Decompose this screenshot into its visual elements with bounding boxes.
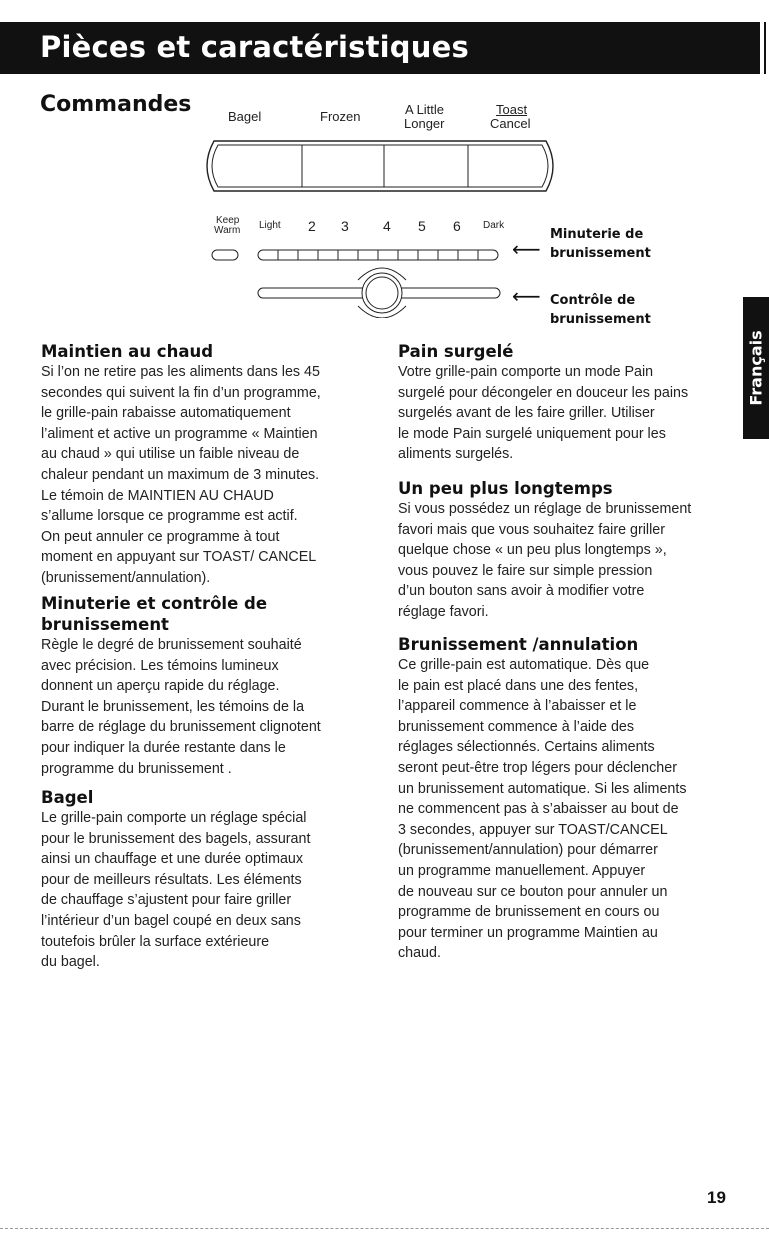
cancel-line: le pain est placé dans une des fentes, — [398, 677, 639, 694]
label-dark: Dark — [483, 220, 505, 231]
callout-minuterie — [550, 225, 651, 263]
label-5: 5 — [418, 218, 426, 234]
cancel-line: réglages sélectionnés. Certains aliments — [398, 739, 655, 756]
arrow-left-icon: ⟵ — [512, 239, 541, 261]
label-6: 6 — [453, 218, 461, 234]
section-cancel — [398, 634, 686, 964]
timer-line: barre de réglage du brunissement clignotent — [41, 719, 321, 736]
longer-line: Si vous possédez un réglage de brunissement — [398, 501, 692, 517]
cancel-line: ne commencent pas à s’abaisser au bout de — [398, 801, 679, 818]
heading-keep-warm: Maintien au chaud — [41, 342, 214, 361]
frozen-line: aliments surgelés. — [398, 446, 514, 463]
longer-line: d’un bouton sans avoir à modifier votre — [398, 583, 645, 600]
header-bar — [0, 22, 760, 74]
longer-line: réglage favori. — [398, 603, 489, 620]
keep-warm-light — [212, 250, 238, 260]
heading-longer: Un peu plus longtemps — [398, 479, 613, 498]
label-2: 2 — [308, 218, 316, 234]
cancel-line: pour terminer un programme Maintien au — [398, 924, 658, 941]
label-bagel: Bagel — [228, 109, 262, 124]
section-timer — [41, 593, 321, 779]
timer-line: programme du brunissement . — [41, 760, 232, 777]
language-tab — [743, 297, 769, 439]
bagel-line: pour de meilleurs résultats. Les éléments — [41, 871, 302, 888]
keep-warm-line: chaleur pendant un maximum de 3 minutes. — [41, 466, 320, 483]
timer-line: pour indiquer la durée restante dans le — [41, 739, 286, 756]
page-title: Pièces et caractéristiques — [40, 30, 469, 64]
page-number: 19 — [707, 1188, 726, 1207]
bagel-line: ainsi un chauffage et une durée optimaux — [41, 851, 304, 868]
section-bagel — [41, 787, 310, 973]
keep-warm-line: On peut annuler ce programme à tout — [41, 528, 280, 545]
keep-warm-line: s’allume lorsque ce programme est actif. — [41, 508, 298, 525]
bagel-line: de chauffage s’ajustent pour faire griller — [41, 892, 292, 909]
frozen-line: surgelés avant de les faire griller. Utiliser — [398, 405, 655, 422]
cancel-line: seront peut-être trop légers pour déclencher — [398, 759, 677, 776]
label-a-little: A Little — [405, 102, 445, 117]
label-longer: Longer — [404, 116, 445, 131]
callout-minuterie-line1: Minuterie de — [550, 227, 644, 242]
keep-warm-line: l’aliment et active un programme « Maintien — [41, 425, 318, 442]
timer-line: Règle le degré de brunissement souhaité — [41, 637, 302, 653]
label-keep: Keep — [216, 215, 240, 226]
callout-controle-line2: brunissement — [550, 312, 651, 327]
section-longer — [398, 478, 691, 623]
heading-timer-2: brunissement — [41, 615, 169, 634]
longer-line: vous pouvez le faire sur simple pression — [398, 562, 653, 579]
cancel-line: programme de brunissement en cours ou — [398, 904, 660, 921]
label-frozen: Frozen — [320, 109, 361, 124]
indicator-bar — [210, 238, 510, 318]
label-4: 4 — [383, 218, 391, 234]
section-title: Commandes — [40, 92, 192, 117]
bagel-line: Le grille-pain comporte un réglage spécial — [41, 810, 307, 826]
label-light: Light — [259, 220, 281, 231]
heading-timer-1: Minuterie et contrôle de — [41, 594, 268, 613]
keep-warm-line: moment en appuyant sur TOAST/ CANCEL — [41, 549, 317, 566]
keep-warm-line: Le témoin de MAINTIEN AU CHAUD — [41, 487, 274, 504]
longer-line: quelque chose « un peu plus longtemps », — [398, 542, 667, 559]
slider-knob — [362, 273, 402, 313]
cancel-line: un brunissement automatique. Si les aliments — [398, 780, 687, 797]
callout-controle-line1: Contrôle de — [550, 293, 636, 308]
keep-warm-line: (brunissement/annulation). — [41, 569, 211, 586]
button-panel — [196, 135, 564, 197]
keep-warm-line: le grille-pain rabaisse automatiquement — [41, 405, 291, 422]
cancel-line: brunissement commence à l’aide des — [398, 718, 635, 735]
cancel-line: 3 secondes, appuyer sur TOAST/CANCEL — [398, 821, 668, 838]
bottom-rule — [0, 1228, 769, 1229]
language-tab-label: Français — [746, 330, 766, 406]
heading-cancel: Brunissement /annulation — [398, 635, 639, 654]
arrow-left-icon: ⟵ — [512, 286, 541, 308]
callout-controle — [550, 291, 651, 329]
section-frozen — [398, 341, 688, 465]
cancel-line: Ce grille-pain est automatique. Dès que — [398, 657, 650, 673]
label-cancel: Cancel — [490, 116, 531, 131]
keep-warm-line: au chaud » qui utilise un faible niveau de — [41, 446, 300, 463]
header-rule — [764, 22, 766, 74]
timer-line: avec précision. Les témoins lumineux — [41, 657, 279, 674]
cancel-line: de nouveau sur ce bouton pour annuler un — [398, 883, 668, 900]
bagel-line: toutefois brûler la surface extérieure — [41, 933, 270, 950]
cancel-line: un programme manuellement. Appuyer — [398, 862, 646, 879]
bagel-line: pour le brunissement des bagels, assurant — [41, 830, 311, 847]
timer-line: donnent un aperçu rapide du réglage. — [41, 678, 280, 695]
label-warm: Warm — [214, 225, 241, 236]
frozen-line: surgelé pour décongeler en douceur les pains — [398, 384, 689, 401]
cancel-line: (brunissement/annulation) pour démarrer — [398, 842, 658, 859]
keep-warm-line: Si l’on ne retire pas les aliments dans les 45 — [41, 364, 320, 380]
frozen-line: Votre grille-pain comporte un mode Pain — [398, 364, 654, 380]
heading-frozen: Pain surgelé — [398, 342, 514, 361]
cancel-line: l’appareil commence à l’abaisser et le — [398, 698, 637, 715]
heading-bagel: Bagel — [41, 788, 94, 807]
label-toast: Toast — [496, 102, 528, 117]
bagel-line: du bagel. — [41, 954, 100, 971]
keep-warm-line: secondes qui suivent la fin d’un programme, — [41, 384, 321, 401]
longer-line: favori mais que vous souhaitez faire griller — [398, 521, 665, 538]
cancel-line: chaud. — [398, 945, 441, 962]
bagel-line: l’intérieur d’un bagel coupé en deux sans — [41, 912, 301, 929]
frozen-line: le mode Pain surgelé uniquement pour les — [398, 425, 666, 442]
timer-line: Durant le brunissement, les témoins de la — [41, 698, 305, 715]
section-keep-warm — [41, 341, 321, 589]
callout-minuterie-line2: brunissement — [550, 246, 651, 261]
label-3: 3 — [341, 218, 349, 234]
